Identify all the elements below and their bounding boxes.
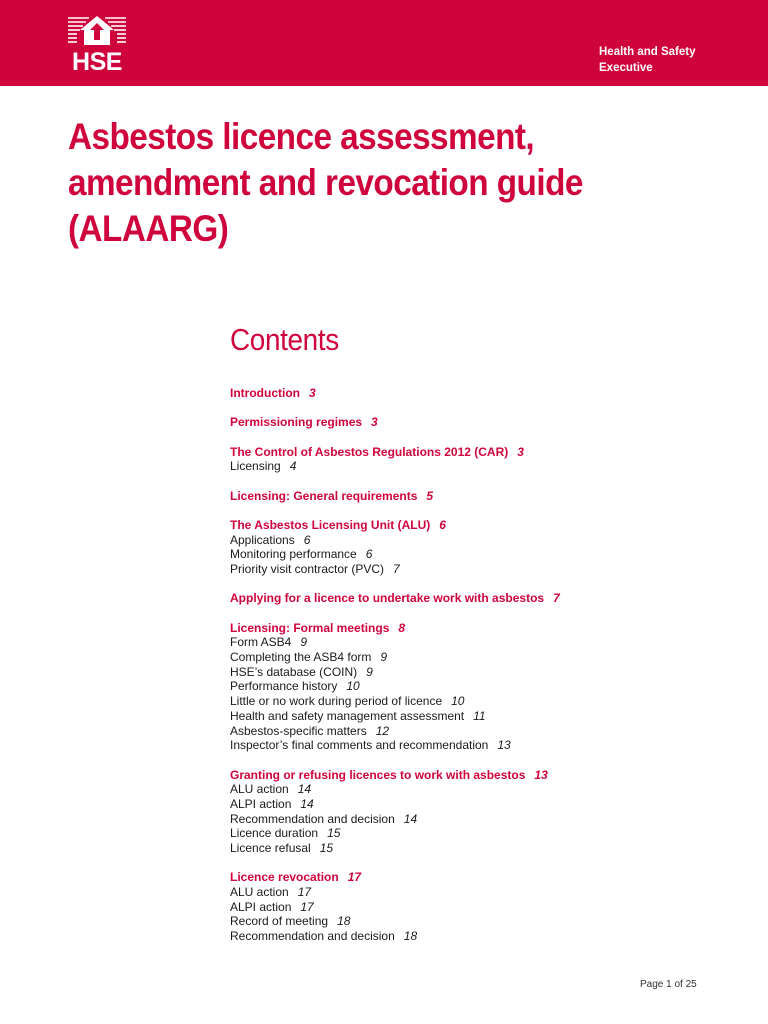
toc-subentry[interactable] — [230, 914, 730, 929]
toc-subentry-page: 6 — [303, 532, 311, 547]
toc-subentry-title: Completing the ASB4 form — [230, 650, 372, 664]
document-title — [68, 114, 644, 252]
toc-entry-title: Introduction — [230, 386, 300, 400]
toc-entry[interactable] — [230, 445, 730, 460]
toc-entry[interactable] — [230, 621, 730, 636]
toc-subentry[interactable] — [230, 679, 730, 694]
toc-entry[interactable] — [230, 591, 730, 606]
toc-subentry-page: 18 — [337, 914, 351, 929]
toc-subentry-page: 10 — [346, 679, 360, 694]
toc-entry-title: The Control of Asbestos Regulations 2012 (CAR) — [230, 444, 509, 459]
toc-subentry-title: Record of meeting — [230, 914, 329, 929]
toc-subentry[interactable] — [230, 885, 730, 900]
toc-subentry-page: 9 — [300, 635, 308, 650]
title-line1: Asbestos licence assessment, — [68, 116, 535, 157]
toc-section — [230, 768, 730, 856]
toc-entry-page: 8 — [398, 620, 406, 635]
toc-entry-page: 5 — [426, 488, 434, 503]
toc-subentry[interactable] — [230, 533, 730, 548]
toc-subentry-page: 17 — [297, 885, 312, 900]
toc-subentry[interactable] — [230, 709, 730, 724]
toc-section — [230, 415, 730, 430]
toc-entry-title: Permissioning regimes — [230, 415, 363, 430]
toc-entry[interactable] — [230, 870, 730, 885]
toc-section — [230, 386, 730, 401]
toc-subentry[interactable] — [230, 841, 730, 856]
toc-entry-title: Granting or refusing licences to work with asbestos — [230, 767, 526, 782]
toc-entry-title: Applying for a licence to undertake work with asbestos — [230, 591, 545, 606]
toc-subentry-title: Little or no work during period of licence — [230, 694, 443, 709]
header-band — [0, 0, 768, 86]
title-line2: amendment and revocation guide — [68, 162, 583, 203]
toc-subentry[interactable] — [230, 797, 730, 812]
toc-entry[interactable] — [230, 415, 730, 430]
toc-section — [230, 445, 730, 474]
toc-subentry-title: Licence duration — [230, 826, 319, 841]
toc-subentry-title: Licence refusal — [230, 841, 311, 856]
toc-subentry-page: 13 — [497, 738, 511, 753]
toc-subentry-title: Recommendation and decision — [230, 929, 395, 944]
toc-subentry-page: 4 — [289, 459, 297, 474]
toc-subentry-title: Performance history — [230, 679, 338, 694]
toc-subentry[interactable] — [230, 812, 730, 827]
title-line3: (ALAARG) — [68, 208, 229, 249]
organisation-name — [599, 44, 749, 76]
toc-entry[interactable] — [230, 489, 730, 504]
toc-subentry-page: 14 — [300, 796, 314, 811]
toc-subentry[interactable] — [230, 694, 730, 709]
toc-entry-page: 7 — [553, 591, 560, 606]
toc-subentry-page: 12 — [375, 723, 390, 738]
toc-subentry[interactable] — [230, 635, 730, 650]
toc-subentry-title: Recommendation and decision — [230, 811, 395, 826]
toc-entry-page: 13 — [534, 767, 548, 782]
toc-subentry-title: ALPI action — [230, 796, 292, 811]
toc-subentry-page: 7 — [393, 562, 400, 576]
toc-subentry-page: 15 — [327, 826, 341, 841]
toc-subentry-title: ALU action — [230, 782, 289, 797]
toc-entry-page: 3 — [517, 444, 524, 459]
toc-subentry[interactable] — [230, 665, 730, 680]
toc-subentry-title: Form ASB4 — [230, 635, 292, 650]
toc-subentry-title: ALU action — [230, 885, 289, 900]
toc-subentry-page: 15 — [319, 841, 334, 856]
toc-subentry-title: ALPI action — [230, 899, 292, 914]
toc-entry-page: 17 — [347, 870, 362, 885]
toc-subentry[interactable] — [230, 724, 730, 739]
toc-section — [230, 518, 730, 577]
toc-subentry[interactable] — [230, 459, 730, 474]
toc-entry[interactable] — [230, 768, 730, 783]
logo-text: HSE — [72, 48, 122, 72]
hse-logo-icon — [68, 16, 126, 72]
toc-section — [230, 489, 730, 504]
toc-subentry-title: Health and safety management assessment — [230, 708, 465, 723]
toc-subentry[interactable] — [230, 826, 730, 841]
toc-entry-title: Licensing: Formal meetings — [230, 620, 390, 635]
toc-subentry[interactable] — [230, 547, 730, 562]
toc-section — [230, 591, 730, 606]
toc-subentry-page: 6 — [365, 547, 373, 562]
toc-subentry-title: Licensing — [230, 459, 281, 474]
toc-subentry[interactable] — [230, 738, 730, 753]
toc-subentry[interactable] — [230, 929, 730, 944]
toc-subentry-title: Monitoring performance — [230, 547, 357, 562]
org-name-line1: Health and Safety — [599, 46, 696, 58]
toc-entry[interactable] — [230, 386, 730, 401]
toc-subentry-page: 10 — [451, 694, 465, 709]
toc-subentry-page: 18 — [403, 929, 418, 944]
toc-entry-title: The Asbestos Licensing Unit (ALU) — [230, 517, 431, 532]
toc-subentry-page: 9 — [366, 664, 373, 679]
toc-subentry[interactable] — [230, 900, 730, 915]
toc-subentry-title: Priority visit contractor (PVC) — [230, 562, 385, 576]
toc-subentry[interactable] — [230, 562, 730, 577]
toc-subentry-page: 14 — [297, 782, 312, 797]
toc-entry-page: 3 — [308, 386, 316, 400]
toc-entry-page: 6 — [439, 517, 446, 532]
toc-subentry-page: 17 — [300, 899, 314, 914]
contents-heading: Contents — [230, 322, 339, 357]
toc-entry-title: Licence revocation — [230, 870, 339, 885]
toc-subentry-title: Asbestos-specific matters — [230, 723, 367, 738]
toc-section — [230, 621, 730, 753]
org-name-line2: Executive — [599, 62, 653, 74]
toc-subentry-page: 11 — [473, 708, 486, 723]
toc-subentry-title: Applications — [230, 532, 295, 547]
toc-entry[interactable] — [230, 518, 730, 533]
toc-subentry-title: Inspector’s final comments and recommendation — [230, 738, 489, 753]
toc-subentry-page: 9 — [380, 650, 388, 664]
toc-subentry-title: HSE’s database (COIN) — [230, 664, 358, 679]
toc-subentry[interactable] — [230, 782, 730, 797]
toc-subentry-page: 14 — [403, 811, 418, 826]
toc-section — [230, 870, 730, 944]
toc-entry-title: Licensing: General requirements — [230, 488, 418, 503]
table-of-contents — [230, 386, 730, 958]
toc-entry-page: 3 — [371, 415, 378, 430]
page-number: Page 1 of 25 — [640, 979, 697, 990]
toc-subentry[interactable] — [230, 650, 730, 665]
